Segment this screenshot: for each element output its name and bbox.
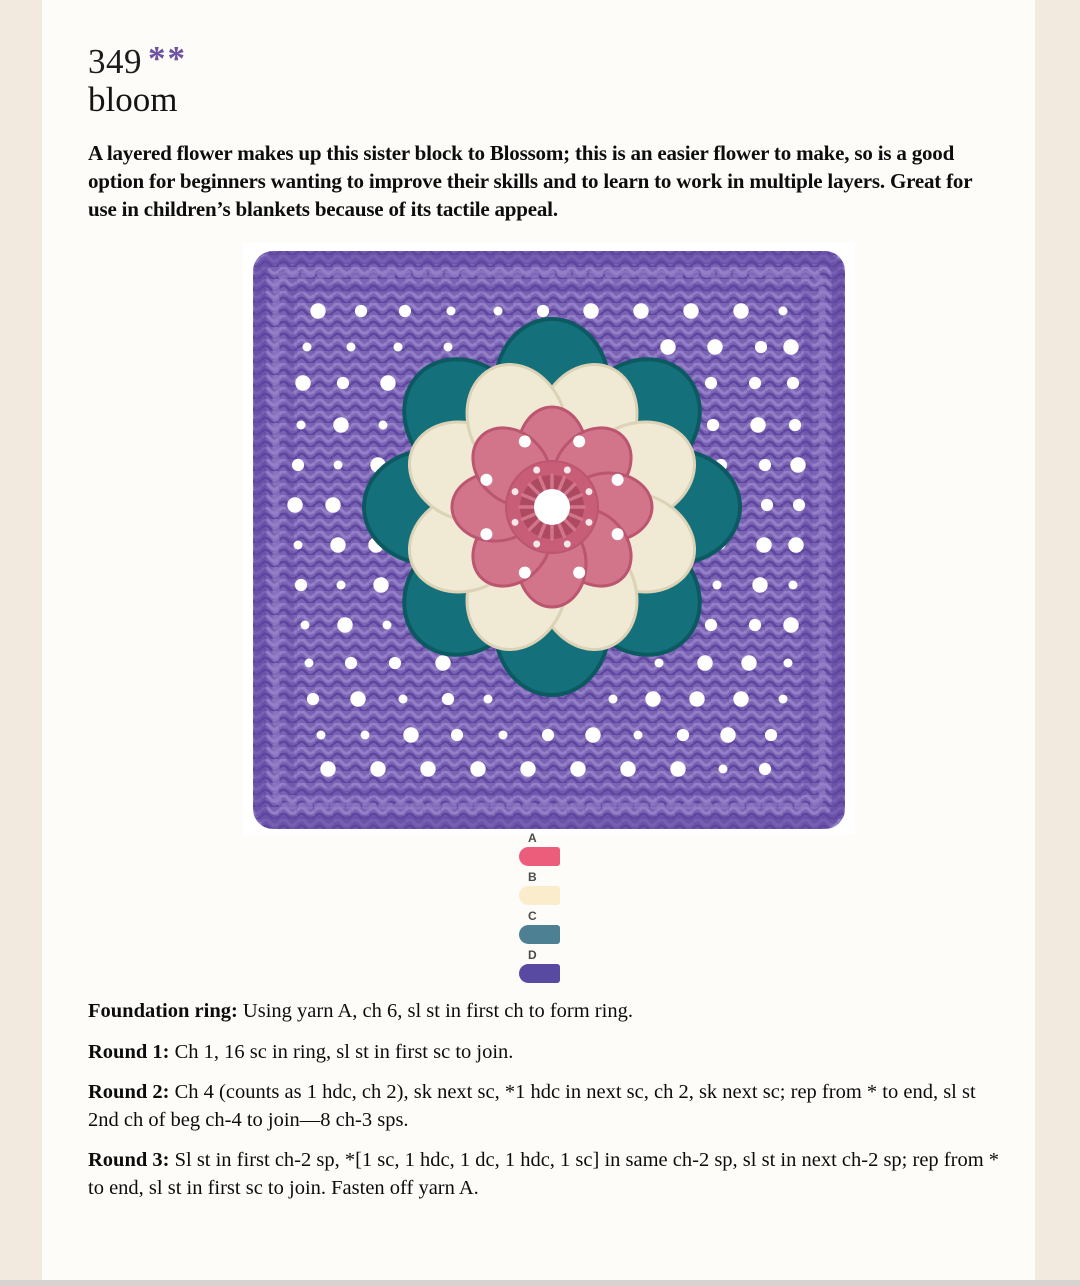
yarn-label: D: [528, 948, 537, 962]
instruction-round-2: [88, 1079, 1004, 1134]
pattern-instructions: [88, 998, 1004, 1215]
instruction-round-3: [88, 1147, 1004, 1202]
crochet-square-photo: [243, 243, 855, 835]
instruction-label: Round 2:: [88, 1081, 170, 1103]
yarn-swatch: [519, 964, 560, 983]
yarn-swatch: [519, 925, 560, 944]
instruction-foundation-ring: [88, 998, 1004, 1026]
instruction-round-1: [88, 1039, 1004, 1067]
yarn-key-item-c: [519, 910, 560, 944]
instruction-label: Foundation ring:: [88, 1000, 238, 1022]
yarn-label: B: [528, 870, 537, 884]
bottom-edge-bar: [0, 1280, 1080, 1286]
yarn-label: A: [528, 831, 537, 845]
book-page: [42, 0, 1035, 1286]
instruction-text: Ch 4 (counts as 1 hdc, ch 2), sk next sc, *1 hdc in next sc, ch 2, sk next sc; rep from * to end, sl st 2nd ch of beg ch-4 to join—8 ch-3 sps.: [88, 1081, 976, 1131]
pattern-number: [88, 39, 187, 82]
crochet-square-graphic: [243, 243, 855, 835]
yarn-key-item-b: [519, 871, 560, 905]
yarn-swatch: [519, 886, 560, 905]
yarn-label: C: [528, 909, 537, 923]
difficulty-stars: **: [148, 39, 187, 78]
instruction-label: Round 3:: [88, 1149, 170, 1171]
instruction-text: Ch 1, 16 sc in ring, sl st in first sc to join.: [174, 1040, 514, 1063]
pattern-description: A layered flower makes up this sister block to Blossom; this is an easier flower to make, so is a good option for beginners wanting to improve their skills and to learn to work in multiple layers. Great for use in children’s blankets because of its tactile appeal.: [88, 141, 972, 221]
pattern-title: bloom: [88, 80, 178, 119]
pattern-number-value: 349: [88, 42, 142, 81]
instruction-text: Sl st in first ch-2 sp, *[1 sc, 1 hdc, 1 dc, 1 hdc, 1 sc] in same ch-2 sp, sl st in next ch-2 sp; rep from * to end, sl st in first sc to join. Fasten off yarn A.: [88, 1149, 1000, 1199]
yarn-swatch: [519, 847, 560, 866]
instruction-text: Using yarn A, ch 6, sl st in first ch to form ring.: [242, 1000, 633, 1022]
yarn-key-item-d: [519, 949, 560, 983]
instruction-label: Round 1:: [88, 1040, 170, 1063]
yarn-key-item-a: [519, 832, 560, 866]
yarn-key: [519, 832, 560, 988]
